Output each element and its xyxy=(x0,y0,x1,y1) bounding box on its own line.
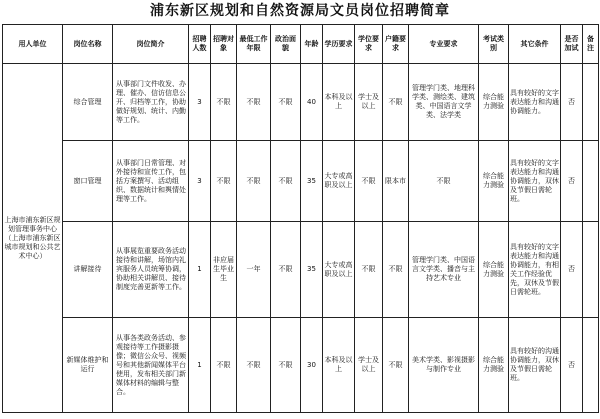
major-cell: 管理学门类、地理科学类、测绘类、建筑类、中国语言文学类、法学类 xyxy=(409,64,479,141)
politics-cell: 不限 xyxy=(271,141,301,222)
years-cell: 不限 xyxy=(237,141,271,222)
hukou-cell: 限本市 xyxy=(383,141,409,222)
page-title: 浦东新区规划和自然资源局文员岗位招聘简章 xyxy=(150,3,450,19)
table-row xyxy=(3,222,599,318)
table-row xyxy=(3,141,599,222)
header-cell: 招聘对象 xyxy=(211,25,237,64)
politics-cell: 不限 xyxy=(271,318,301,413)
major-cell: 美术学类、影视摄影与制作专业 xyxy=(409,318,479,413)
header-cell: 最低工作年限 xyxy=(237,25,271,64)
exam-cell: 综合能力测验 xyxy=(479,222,509,318)
hukou-cell: 不限 xyxy=(383,64,409,141)
politics-cell: 不限 xyxy=(271,64,301,141)
major-cell: 管理学门类、中国语言文学类、播音与主持艺术专业 xyxy=(409,222,479,318)
exam-cell: 综合能力测验 xyxy=(479,64,509,141)
header-cell: 学历要求 xyxy=(323,25,355,64)
post-cell: 综合管理 xyxy=(63,64,113,141)
intro-cell: 从事各类政务活动、参观接待等工作摄影摄像；微信公众号、视频号和其他新闻媒体平台使用，发布相关部门新媒体材料的编辑与整合。 xyxy=(113,318,189,413)
other-cell: 具有较好的文字表达能力和沟通协调能力，双休及节假日需轮班。 xyxy=(509,141,561,222)
note-cell xyxy=(583,141,599,222)
intro-cell: 从事部门日常管理、对外接待和宣传工作，包括方案撰写、活动组织、数据统计和舆情处理等工作。 xyxy=(113,141,189,222)
header-cell: 岗位名称 xyxy=(63,25,113,64)
note-cell xyxy=(583,222,599,318)
header-cell: 用人单位 xyxy=(3,25,63,64)
exam-cell: 综合能力测验 xyxy=(479,141,509,222)
header-cell: 考试类别 xyxy=(479,25,509,64)
header-cell: 招聘人数 xyxy=(189,25,211,64)
table-row xyxy=(3,318,599,413)
post-cell: 新媒体维护和运行 xyxy=(63,318,113,413)
count-cell: 1 xyxy=(189,318,211,413)
employer-cell: 上海市浦东新区规划管理事务中心（上海市浦东新区城市规划和公共艺术中心） xyxy=(3,64,63,413)
extra-cell: 否 xyxy=(561,141,583,222)
hukou-cell: 不限 xyxy=(383,318,409,413)
degree-cell: 学士及以上 xyxy=(355,318,383,413)
count-cell: 3 xyxy=(189,141,211,222)
target-cell: 不限 xyxy=(211,141,237,222)
edu-cell: 本科及以上 xyxy=(323,318,355,413)
years-cell: 不限 xyxy=(237,64,271,141)
table-row xyxy=(3,64,599,141)
exam-cell: 综合能力测验 xyxy=(479,318,509,413)
intro-cell: 从事展览重要政务活动接待和讲解，场馆内礼宾服务人员统筹协调，协助相关讲解员、接待制度完善更新等工作。 xyxy=(113,222,189,318)
note-cell xyxy=(583,318,599,413)
header-cell: 年龄 xyxy=(301,25,323,64)
target-cell: 非应届生毕业生 xyxy=(211,222,237,318)
header-cell: 其它条件 xyxy=(509,25,561,64)
header-cell: 岗位简介 xyxy=(113,25,189,64)
header-cell: 户籍要求 xyxy=(383,25,409,64)
header-cell: 备注 xyxy=(583,25,599,64)
years-cell: 一年 xyxy=(237,222,271,318)
years-cell: 不限 xyxy=(237,318,271,413)
degree-cell: 学士及以上 xyxy=(355,64,383,141)
degree-cell: 不限 xyxy=(355,222,383,318)
other-cell: 具有较好的沟通协调能力，双休及节假日需轮班。 xyxy=(509,318,561,413)
age-cell: 35 xyxy=(301,141,323,222)
edu-cell: 大专或高职及以上 xyxy=(323,222,355,318)
header-cell: 专业要求 xyxy=(409,25,479,64)
hukou-cell: 不限 xyxy=(383,222,409,318)
politics-cell: 不限 xyxy=(271,222,301,318)
header-row xyxy=(3,25,599,64)
age-cell: 30 xyxy=(301,318,323,413)
recruitment-table xyxy=(2,24,599,413)
target-cell: 不限 xyxy=(211,64,237,141)
edu-cell: 本科及以上 xyxy=(323,64,355,141)
header-cell: 是否加试 xyxy=(561,25,583,64)
header-cell: 学位要求 xyxy=(355,25,383,64)
post-cell: 窗口管理 xyxy=(63,141,113,222)
edu-cell: 大专或高职及以上 xyxy=(323,141,355,222)
age-cell: 35 xyxy=(301,222,323,318)
major-cell: 不限 xyxy=(409,141,479,222)
note-cell xyxy=(583,64,599,141)
count-cell: 1 xyxy=(189,222,211,318)
extra-cell: 否 xyxy=(561,64,583,141)
count-cell: 3 xyxy=(189,64,211,141)
other-cell: 具有较好的文字表达能力和沟通协调能力，有相关工作经验优先，双休及节假日需轮班。 xyxy=(509,222,561,318)
extra-cell: 否 xyxy=(561,318,583,413)
other-cell: 具有较好的文字表达能力和沟通协调能力。 xyxy=(509,64,561,141)
header-cell: 政治面貌 xyxy=(271,25,301,64)
degree-cell: 不限 xyxy=(355,141,383,222)
post-cell: 讲解接待 xyxy=(63,222,113,318)
age-cell: 40 xyxy=(301,64,323,141)
intro-cell: 从事部门文件收发、办理、催办、信访信息公开、归档等工作，协助做好规划、统计、内勤等工作。 xyxy=(113,64,189,141)
target-cell: 不限 xyxy=(211,318,237,413)
extra-cell: 否 xyxy=(561,222,583,318)
